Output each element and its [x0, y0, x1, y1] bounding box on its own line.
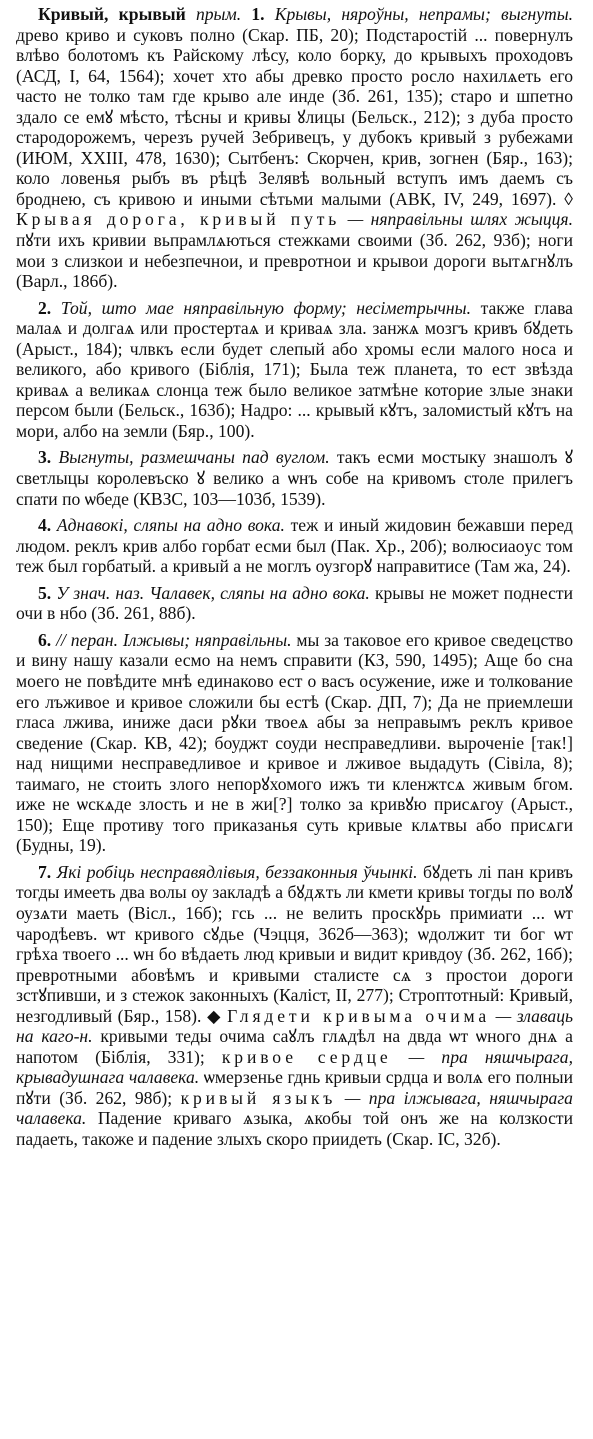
sense-text: бꙋдеть лі пан кривъ тогды имееть два волы оу закладѣ а бꙋдѫть ли кмети кривы тогды по волꙋ оузѧти маеть (Віcл., 16б); гсь ... не велить проскꙋрь примиати ... ѡт чародѣевъ. ѡт кривого сꙋдье (Чэцця, 362б—363); ѡдолжит ти бог ѡт грѣха твоего ... ѡн бо вѣдаеть люд кривыи и видит кривдоу (Зб. 262, 16б); превротными абовѣмъ и кривыми сталисте сѧ з простои дороги зстꙋпивши, и з стежок законныхъ (Каліст, II, 277); Строптотный: Кривый, незгодливый (Бяр., 158). ◆	[16, 861, 574, 1026]
sense-2	[16, 298, 573, 442]
sense-5	[16, 583, 573, 624]
sense-7	[16, 862, 573, 1150]
sense-definition: Выгнуты, размешчаны пад вуглом.	[58, 447, 330, 468]
phrase-3: кривый языкъ	[180, 1087, 337, 1108]
sense-text: крывы не может поднести очи в нбо (Зб. 261, 88б).	[16, 582, 573, 624]
sense-definition: Крывы, няроўны, непрамы; выгнуты.	[274, 4, 574, 24]
sense-text: также глава малаѧ и долгаѧ или простертаѧ и криваѧ зла. занжѧ мозгъ кривъ бꙋдеть (Арыст., 184); члвкъ если будет слепый або хромы если малого носа и великого, або кривого (Біблія, 171); Была теж планета, то ест звѣзда криваѧ а великаѧ слонца теж было великое затмѣне которие злые знаки персом были (Бельск., 163б); Надро: ... крывый кꙋтъ, заломистый кꙋтъ на мори, албо на земли (Бяр., 100).	[16, 297, 573, 441]
phrase-3-gloss: — пра ілжывага, няшчырага чалавека.	[16, 1087, 573, 1129]
sense-definition: Які робіць несправядлівыя, беззаконныя ўчынкі.	[56, 861, 418, 882]
phrase-gloss: — злаваць на каго-н.	[16, 1005, 573, 1047]
sense-1	[16, 4, 573, 292]
sense-definition: У знач. наз. Чалавек, сляпы на адно вока.	[56, 582, 370, 603]
sense-text-continued: кривыми теды очима саꙋлъ глѧдѣл на двда ѡт ѡного днѧ а напотом (Біблія, 331);	[16, 1026, 573, 1067]
part-of-speech: прым.	[195, 4, 242, 24]
sense-text-continued-2: ѡмерзенье гднь кривыи срдца и волѧ его полныи пꙋти (Зб. 262, 98б);	[16, 1067, 573, 1108]
phrase: Крывая дорога, кривый путь	[16, 209, 341, 230]
sense-6	[16, 630, 573, 856]
sense-number: 4.	[38, 515, 52, 536]
sense-text: теж и иный жидовин бежавши перед людом. реклъ крив албо горбат есми был (Пак. Хр., 20б); волюсиаoус том теж был горбатый. а кривый а не моглъ оузгорꙋ направитисе (Там жа, 24).	[16, 515, 573, 577]
sense-number: 3.	[38, 447, 52, 468]
sense-number: 2.	[38, 297, 52, 318]
sense-text-continued-3: Падение криваго ѧзыка, ѧкобы той онъ же на колзкости падаеть, такоже и падение злыхъ скоро приидеть (Скар. IC, 32б).	[16, 1108, 573, 1149]
sense-text: такъ есми мостыку знашолъ ꙋ светлыцы королевъско ꙋ велико а ѡнъ собе на кривомъ столе прилегъ спати по ѡбеде (КВЗС, 103—103б, 1539).	[16, 447, 573, 509]
sense-number: 6.	[38, 629, 52, 650]
sense-text-continued: пꙋти ихъ кривии вьпрамлѧються стежками своими (Зб. 262, 93б); ноги мои з слизкои и небезпечнои, и превротнои и крывои дороги вытѧгнꙋлъ (Варл., 186б).	[16, 230, 573, 292]
phrase-2: кривое сердце	[221, 1046, 392, 1067]
sense-4	[16, 515, 573, 577]
sense-text: древо криво и суковъ полно (Скар. ПБ, 20); Подстаростій ... повернулъ влѣво болотомъ къ Райскому лѣсу, коло борку, до крывыхъ проходовъ (АСД, I, 64, 1564); хочет хто абы древко просто росло нахилѧеть его часто не толко там где крыво але инде (Зб. 261, 135); старо и шпетно здало се емꙋ мѣсто, тѣсны и кривы ꙋлицы (Бельск., 212); з дуба просто стародорожемъ, черезъ ручей Зебривецъ, у дубокъ кривый з рубежами (ИЮМ, XXIII, 478, 1630); Сытбенъ: Скорчен, крив, зогнен (Бяр., 163); коло ловенья рыбъ въ рѣцѣ Зелявѣ вольный вступъ имъ даемъ съ броднею, съ кривою и иными сѣтьми малыми (АВК, IV, 249, 1697). ◊	[16, 24, 573, 209]
headword: Кривый, крывый	[38, 4, 186, 24]
sense-definition: // перан. Ілжывы; няправільны.	[56, 629, 292, 650]
sense-text: мы за таковое его кривое сведецство и вину нашу казали есмо на немъ справити (КЗ, 590, 1495); Аще бо сна моего не повѣдите мнѣ единаково ест о васъ осужение, иже и толкование его лъживое и кривое сложили бы естѣ (Скар. ДП, 7); Да не приемлеши гласа лжива, иниже даси рꙋки твоеѧ абы за неправымъ реклъ кривое сведение (Скар. КВ, 42); боуджт соуди несправедливи. выроченіе [так!] над нищими несправедливое и кривое и лживое выдадуть (Сівіла, 8); таимаго, не стоить злого непорꙋхомого ижъ ти кленжтсѧ живым бгом. иже не ѡскѧде злость и не в жи[?] толко за кривꙋю присѧгоу (Арыст., 150); Еще противу того приказанья суть кривые клѧтвы або присѧги (Будны, 19).	[16, 629, 574, 856]
phrase-2-gloss: — пра няшчырага, крывадушнага чалавека.	[16, 1046, 573, 1088]
phrase-gloss: — няправільны шлях жыцця.	[340, 209, 573, 230]
sense-number: 7.	[38, 861, 52, 882]
sense-definition: Аднавокі, сляпы на адно вока.	[56, 515, 285, 536]
sense-3	[16, 447, 573, 509]
sense-number: 1.	[251, 4, 265, 24]
sense-number: 5.	[38, 582, 52, 603]
sense-definition: Той, што мае няправільную форму; несіметрычны.	[60, 297, 471, 318]
phrase: Глядети кривыма очима	[227, 1005, 491, 1026]
